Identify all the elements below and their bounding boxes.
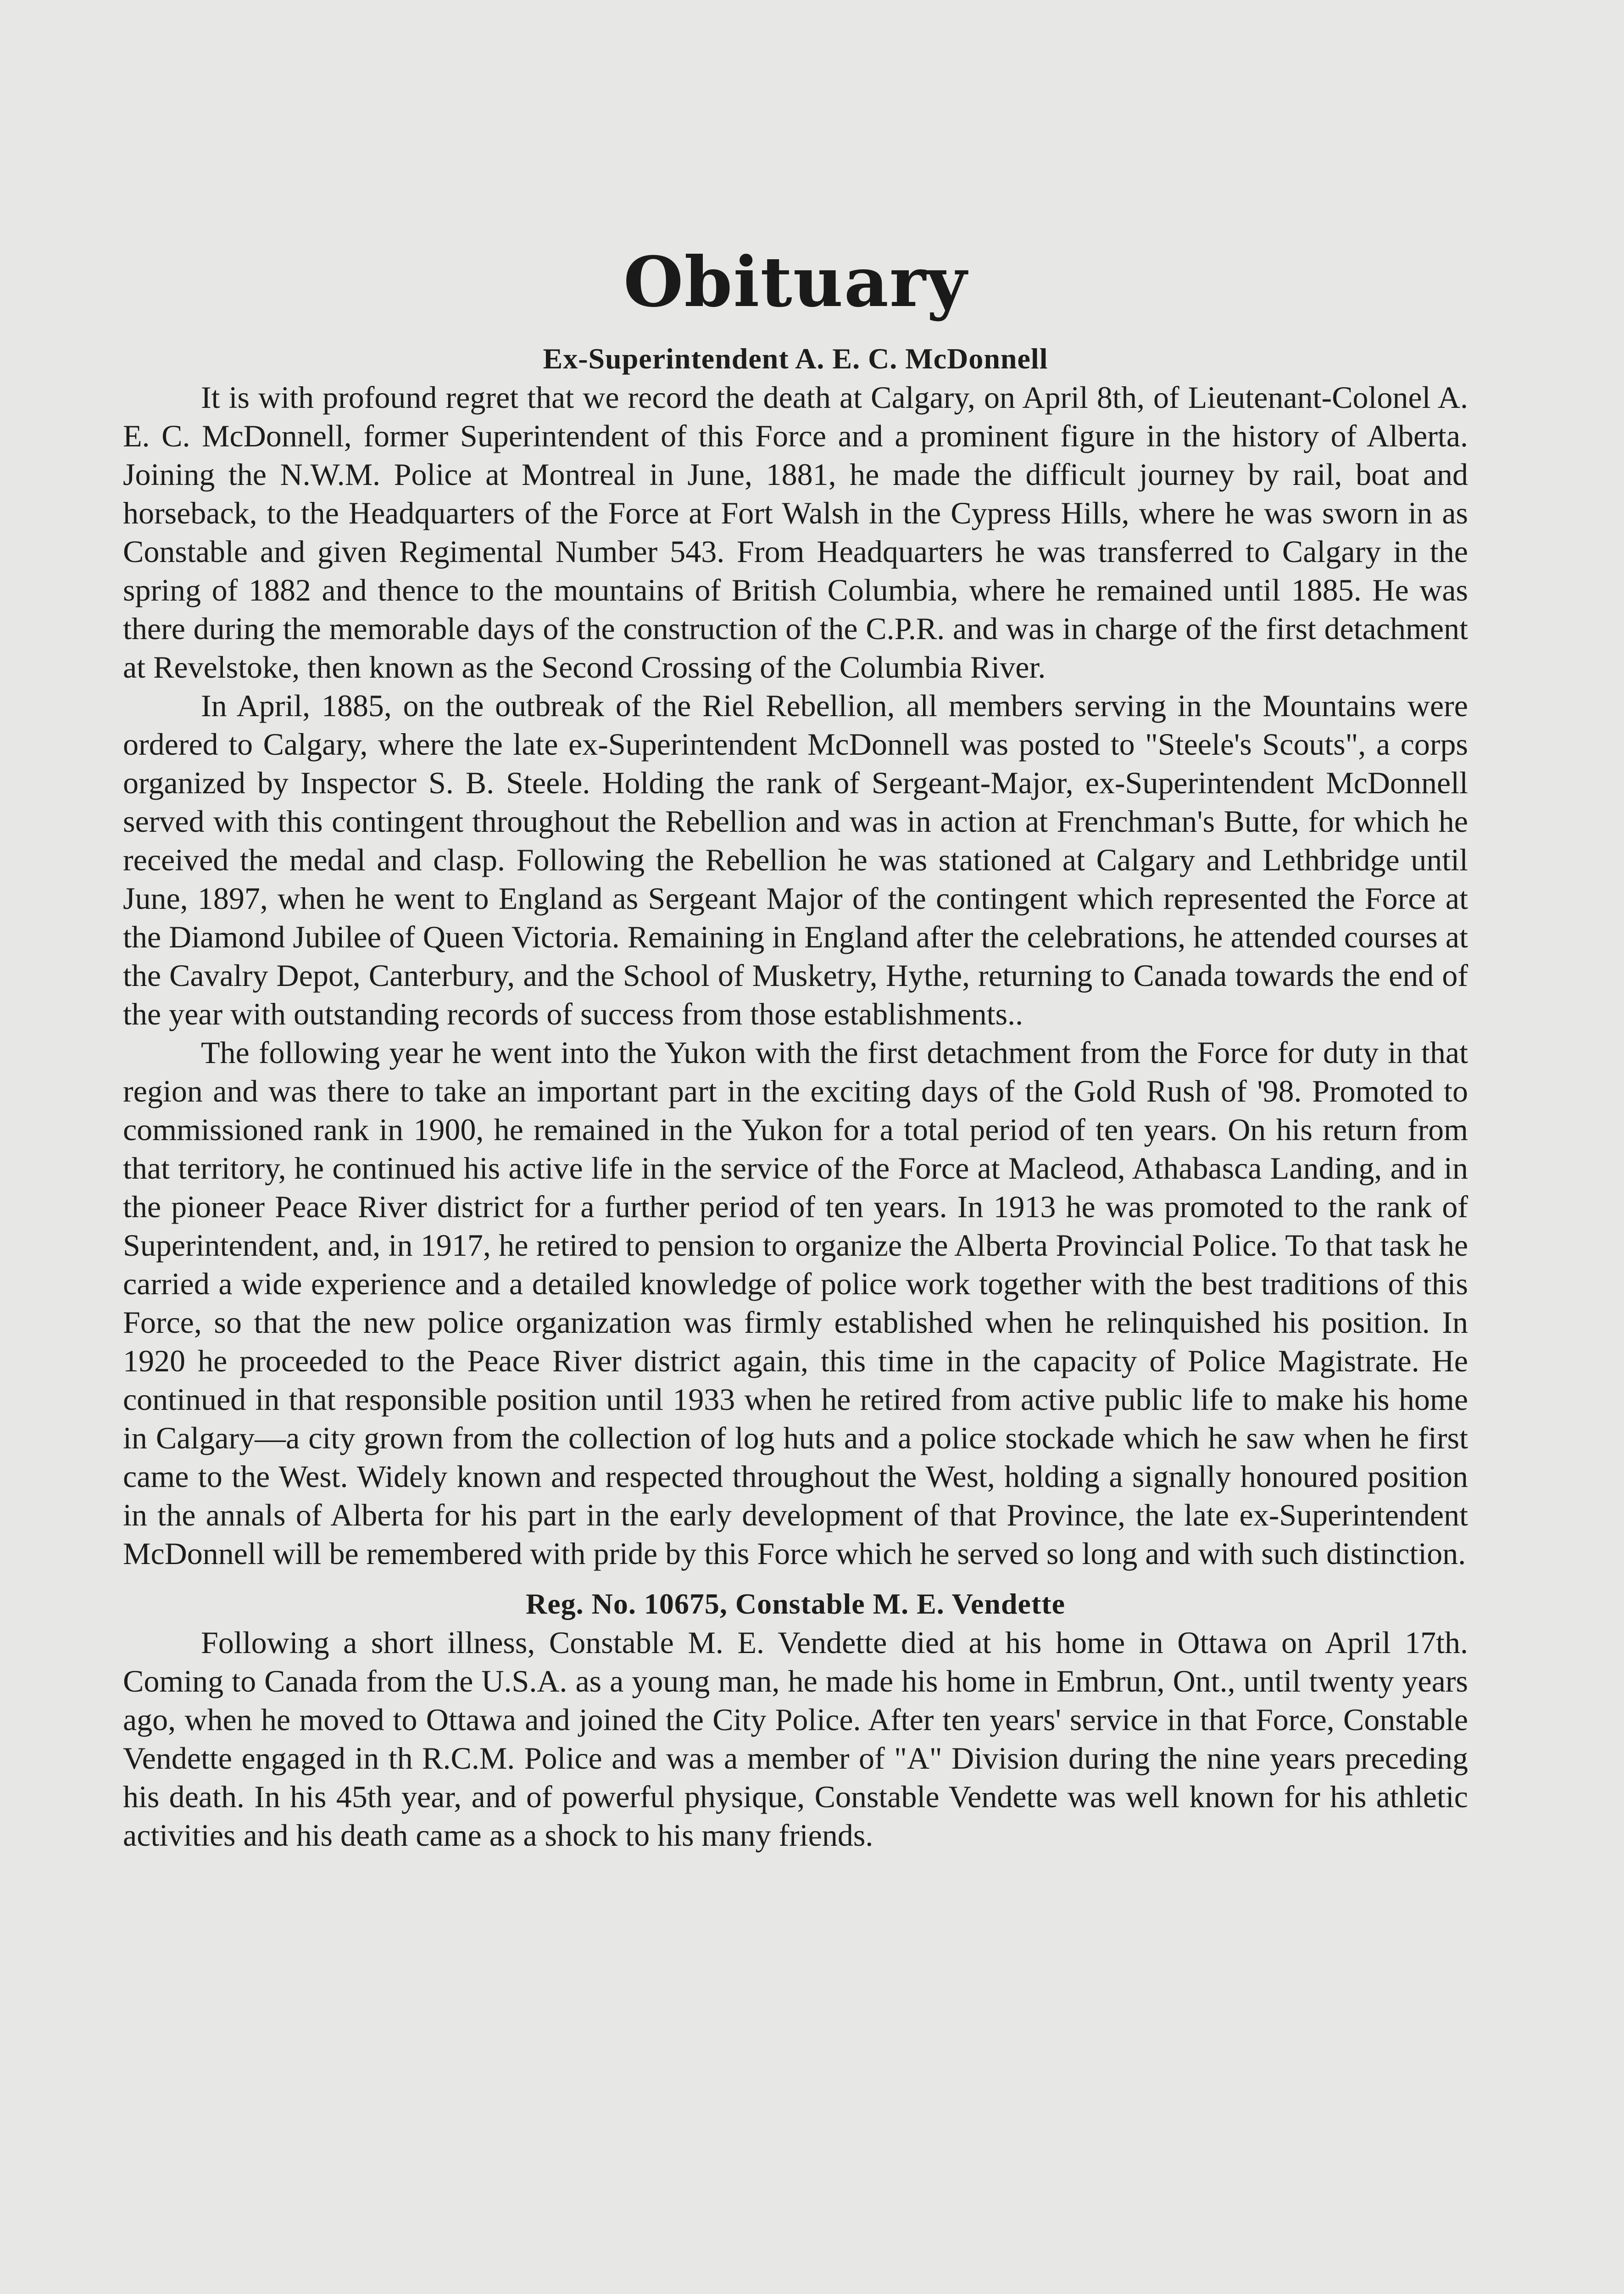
paragraph: Following a short illness, Constable M. E. Vendette died at his home in Ottawa on April 17th. Coming to Canada from the U.S.A. as a young man, he made his home in Embrun, Ont., until twenty years ago, when he moved to Ottawa and joined the City Police. After ten years' service in that Force, Constable Vendette engaged in th R.C.M. Police and was a member of "A" Division during the nine years preceding his death. In his 45th year, and of powerful physique, Constable Vendette was well known for his athletic activities and his death came as a shock to his many friends. [123, 1625, 1468, 1853]
paragraph: The following year he went into the Yukon with the first detachment from the Force for duty in that region and was there to take an important part in the exciting days of the Gold Rush of '98. Promoted to commissioned rank in 1900, he remained in the Yukon for a total period of ten years. On his return from that territory, he continued his active life in the service of the Force at Macleod, Athabasca Landing, and in the pioneer Peace River district for a further period of ten years. In 1913 he was promoted to the rank of Superintendent, and, in 1917, he retired to pension to organize the Alberta Provincial Police. To that task he carried a wide experience and a detailed knowledge of police work together with the best traditions of this Force, so that the new police organization was firmly established when he relinquished his position. In 1920 he proceeded to the Peace River district again, this time in the capacity of Police Magistrate. He continued in that responsible position until 1933 when he retired from active public life to make his home in Calgary—a city grown from the collection of log huts and a police stockade which he saw when he first came to the West. Widely known and respected throughout the West, holding a signally honoured position in the annals of Alberta for his part in the early development of that Province, the late ex-Superintendent McDonnell will be remembered with pride by this Force which he served so long and with such distinction. [123, 1035, 1468, 1571]
paragraph: In April, 1885, on the outbreak of the Riel Rebellion, all members serving in the Mountains were ordered to Calgary, where the late ex-Superintendent McDonnell was posted to "Steele's Scouts", a corps organized by Inspector S. B. Steele. Holding the rank of Sergeant-Major, ex-Superintendent McDonnell served with this contingent throughout the Rebellion and was in action at Frenchman's Butte, for which he received the medal and clasp. Following the Rebellion he was stationed at Calgary and Lethbridge until June, 1897, when he went to England as Sergeant Major of the contingent which represented the Force at the Diamond Jubilee of Queen Victoria. Remaining in England after the celebrations, he attended courses at the Cavalry Depot, Canterbury, and the School of Musketry, Hythe, returning to Canada towards the end of the year with outstanding records of success from those establishments.. [123, 688, 1468, 1031]
section-heading-mcdonnell: Ex-Superintendent A. E. C. McDonnell [543, 342, 1048, 375]
page-title: Obituary [623, 242, 968, 323]
section-heading-vendette: Reg. No. 10675, Constable M. E. Vendette [526, 1587, 1065, 1620]
page-content [123, 242, 1468, 1854]
paragraph: It is with profound regret that we record the death at Calgary, on April 8th, of Lieutenant-Colonel A. E. C. McDonnell, former Superintendent of this Force and a prominent figure in the history of Alberta. Joining the N.W.M. Police at Montreal in June, 1881, he made the difficult journey by rail, boat and horseback, to the Headquarters of the Force at Fort Walsh in the Cypress Hills, where he was sworn in as Constable and given Regimental Number 543. From Headquarters he was transferred to Calgary in the spring of 1882 and thence to the mountains of British Columbia, where he remained until 1885. He was there during the memorable days of the construction of the C.P.R. and was in charge of the first detachment at Revelstoke, then known as the Second Crossing of the Columbia River. [123, 380, 1468, 685]
